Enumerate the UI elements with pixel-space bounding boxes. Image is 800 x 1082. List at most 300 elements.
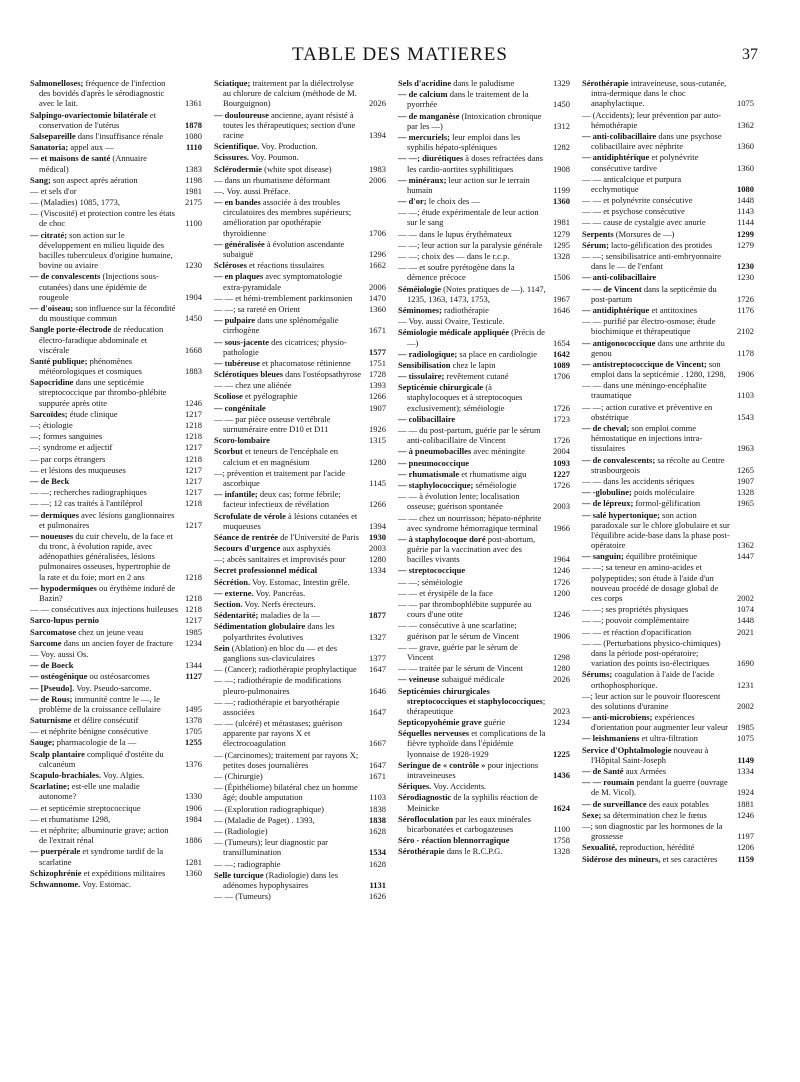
entry-heading: — infantile; bbox=[214, 489, 258, 500]
entry-page-number: 1376 bbox=[185, 758, 202, 769]
entry-text bbox=[214, 771, 362, 781]
entry-description: — et néphrite; albuminurie grave; action de l'extrait rénal bbox=[30, 824, 169, 846]
entry-text bbox=[214, 621, 362, 642]
entry-description: à évolution ascendante subaiguë bbox=[223, 238, 345, 259]
entry-description: reproduction, hérédité bbox=[617, 842, 695, 853]
entry-page-number: 1654 bbox=[553, 337, 570, 348]
entry-heading: Sarcome bbox=[30, 637, 62, 648]
entry-heading: — en bandes bbox=[214, 197, 261, 208]
entry-text bbox=[30, 509, 178, 530]
entry-page-number: 1103 bbox=[737, 390, 754, 401]
entry-heading: — —; diurétiques bbox=[398, 153, 464, 164]
index-entry bbox=[30, 303, 202, 323]
entry-page-number: 1328 bbox=[553, 846, 570, 857]
entry-heading: — citraté; bbox=[30, 229, 68, 240]
entry-heading: Scléroses bbox=[214, 260, 247, 271]
entry-description: deux cas; forme fébrile; facteur infectieux de révélation bbox=[223, 489, 341, 510]
entry-page-number: 1966 bbox=[553, 522, 570, 533]
entry-text bbox=[214, 576, 386, 587]
entry-page-number: 1144 bbox=[737, 217, 754, 228]
index-entry bbox=[582, 284, 754, 304]
entry-page-number: 1706 bbox=[369, 227, 386, 238]
index-entry bbox=[582, 272, 754, 282]
entry-description: chez un jeune veau bbox=[76, 626, 144, 637]
entry-heading: Septicémies chirurgicales streptococciques et staphylococciques bbox=[398, 685, 543, 706]
entry-text bbox=[30, 748, 178, 769]
entry-text bbox=[214, 260, 362, 271]
entry-text bbox=[582, 509, 730, 551]
entry-text bbox=[30, 582, 178, 603]
entry-description: ancienne, ayant résisté à toutes les thérapeutiques; section d'une racine bbox=[223, 109, 356, 140]
entry-text bbox=[582, 78, 730, 109]
entry-heading: Sérofloculation bbox=[398, 813, 454, 824]
entry-page-number: 1662 bbox=[369, 260, 386, 271]
entry-description: dans la septicémie du post-partum bbox=[591, 283, 717, 304]
entry-heading: Sexe; bbox=[582, 809, 602, 820]
entry-description: Voy. Accidents. bbox=[431, 781, 487, 792]
entry-page-number: 1904 bbox=[185, 291, 202, 302]
entry-page-number: 1394 bbox=[369, 520, 386, 531]
entry-heading: — de lépreux; bbox=[582, 498, 634, 509]
entry-page-number: 1394 bbox=[369, 129, 386, 140]
index-entry bbox=[398, 814, 570, 834]
entry-description: — par corps étrangers bbox=[30, 453, 106, 464]
index-entry bbox=[582, 821, 754, 841]
entry-text bbox=[30, 377, 178, 408]
entry-page-number: 1279 bbox=[737, 239, 754, 250]
entry-text bbox=[398, 196, 546, 207]
index-entry bbox=[398, 111, 570, 131]
entry-page-number: 1329 bbox=[553, 78, 570, 88]
index-entry bbox=[398, 458, 570, 468]
entry-text bbox=[398, 316, 570, 327]
entry-text bbox=[214, 869, 362, 890]
entry-text bbox=[214, 543, 362, 554]
index-entry bbox=[582, 510, 754, 551]
entry-description: — — du post-partum, guérie par le sérum anti-colibacillaire de Vincent bbox=[398, 425, 541, 446]
entry-page-number: 1218 bbox=[185, 431, 202, 442]
entry-page-number: 2026 bbox=[369, 98, 386, 109]
index-entry bbox=[398, 491, 570, 511]
entry-heading: Scalp plantaire bbox=[30, 748, 85, 759]
index-entry bbox=[30, 431, 202, 441]
entry-description: — —; leur action sur la paralysie générale bbox=[398, 239, 543, 250]
entry-text bbox=[214, 803, 362, 814]
entry-text bbox=[30, 208, 178, 229]
index-entry bbox=[582, 627, 754, 637]
entry-page-number: 1628 bbox=[369, 858, 386, 869]
entry-heading: — d'or; bbox=[398, 196, 427, 207]
index-entry bbox=[214, 358, 386, 368]
entry-text bbox=[214, 531, 362, 542]
entry-page-number: 1143 bbox=[737, 206, 754, 217]
index-entry bbox=[582, 152, 754, 172]
entry-page-number: 1723 bbox=[553, 413, 570, 424]
entry-description: — — et érysipèle de la face bbox=[398, 587, 493, 598]
entry-text bbox=[214, 718, 362, 749]
entry-description: —; son diagnostic par les hormones de la grossesse bbox=[582, 820, 723, 842]
entry-page-number: 1206 bbox=[737, 842, 754, 853]
entry-description: traitement par la diélectrolyse au chlorure de calcium (méthode de M. Bourguignon) bbox=[223, 78, 357, 109]
entry-heading: — dermiques bbox=[30, 509, 79, 520]
entry-description: fréquence de l'infection des bovidés d'après le sérodiagnostic avec le lait. bbox=[39, 78, 166, 109]
entry-description: — (Maladies) 1085, 1773, bbox=[30, 197, 120, 208]
index-entry bbox=[582, 604, 754, 614]
entry-description: Voy. Estomac. bbox=[80, 878, 131, 889]
entry-text bbox=[582, 766, 730, 776]
entry-heading: — puerpérale bbox=[30, 846, 81, 857]
entry-description: — et lésions des muqueuses bbox=[30, 464, 126, 475]
entry-page-number: 1217 bbox=[185, 615, 202, 626]
entry-page-number: 1176 bbox=[737, 304, 754, 315]
entry-text bbox=[214, 510, 362, 531]
entry-description: et polynévrite consécutive tardive bbox=[591, 152, 699, 173]
index-entry bbox=[582, 380, 754, 400]
entry-description: pour injections intraveineuses bbox=[407, 759, 539, 780]
entry-page-number: 1577 bbox=[369, 346, 386, 357]
entry-heading: — à pneumobacilles bbox=[398, 446, 472, 457]
entry-description: — (Tumeurs); leur diagnostic par transillumination bbox=[214, 837, 328, 858]
entry-heading: Salmonelloses; bbox=[30, 78, 84, 88]
entry-text bbox=[30, 453, 178, 464]
entry-heading: Scientifique. bbox=[214, 141, 260, 152]
index-entry bbox=[30, 131, 202, 141]
entry-description: sa place en cardiologie bbox=[457, 348, 538, 359]
entry-text bbox=[398, 587, 546, 598]
index-entry bbox=[30, 814, 202, 824]
entry-page-number: 1312 bbox=[553, 120, 570, 131]
entry-text bbox=[582, 551, 730, 562]
entry-page-number: 1470 bbox=[369, 292, 386, 303]
entry-text bbox=[582, 615, 730, 626]
entry-heading: Secours d'urgence bbox=[214, 543, 281, 554]
entry-text bbox=[30, 475, 178, 486]
entry-text bbox=[214, 642, 362, 663]
entry-heading: Scissures. bbox=[214, 152, 250, 163]
entry-heading: — de Beck bbox=[30, 475, 70, 486]
index-entry bbox=[398, 513, 570, 533]
index-entry bbox=[398, 728, 570, 759]
entry-description: — — et hémi-tremblement parkinsonien bbox=[214, 292, 353, 303]
entry-heading: — généralisée bbox=[214, 238, 265, 249]
entry-page-number: 1907 bbox=[737, 475, 754, 486]
entry-description: dans le paludisme bbox=[451, 78, 515, 88]
index-entry bbox=[398, 588, 570, 598]
entry-text bbox=[582, 809, 730, 820]
entry-description: — — (ulcéré) et métastases; guérison apparente par rayons X et électrocoagulation bbox=[214, 718, 343, 749]
index-entry bbox=[30, 803, 202, 813]
entry-description: lacto-gélification des protides bbox=[608, 239, 713, 250]
entry-text bbox=[398, 674, 546, 685]
entry-description: —; syndrome et adjectif bbox=[30, 442, 113, 453]
entry-page-number: 1965 bbox=[737, 498, 754, 509]
entry-page-number: 1328 bbox=[553, 251, 570, 261]
index-entry bbox=[582, 562, 754, 603]
index-entry bbox=[398, 360, 570, 370]
index-entry bbox=[582, 316, 754, 336]
entry-heading: Septicémie chirurgicale bbox=[398, 382, 484, 393]
entry-heading: — veineuse bbox=[398, 674, 440, 685]
entry-heading: Sarco-lupus pernio bbox=[30, 615, 100, 626]
entry-page-number: 1726 bbox=[553, 402, 570, 413]
entry-text bbox=[30, 530, 178, 582]
entry-page-number: 1436 bbox=[553, 770, 570, 780]
entry-text bbox=[214, 858, 362, 869]
entry-description: — — anticalcique et purpura ecchymotique bbox=[582, 173, 682, 194]
entry-text bbox=[398, 131, 546, 153]
index-entry bbox=[214, 489, 386, 509]
entry-page-number: 1360 bbox=[553, 196, 570, 207]
index-entry bbox=[398, 196, 570, 206]
entry-text bbox=[398, 728, 546, 759]
entry-text bbox=[398, 262, 546, 283]
entry-text bbox=[398, 110, 546, 131]
entry-heading: Scoro-lombaire bbox=[214, 435, 270, 446]
entry-heading: Sériques. bbox=[398, 781, 432, 792]
entry-page-number: 2002 bbox=[737, 593, 754, 603]
index-entry bbox=[398, 717, 570, 727]
index-entry bbox=[214, 675, 386, 695]
index-entry bbox=[214, 804, 386, 814]
index-entry bbox=[214, 197, 386, 238]
entry-description: — — par pièce osseuse vertébrale surnuméraire entre D10 et D11 bbox=[214, 413, 331, 434]
entry-text bbox=[30, 109, 178, 130]
entry-page-number: 1218 bbox=[185, 498, 202, 509]
entry-description: séméiologie bbox=[473, 479, 517, 490]
entry-heading: — noueuses bbox=[30, 530, 74, 541]
entry-description: leur emploi dans les syphilis hépato-spléniques bbox=[407, 131, 521, 153]
entry-heading: — sous-jacente bbox=[214, 336, 270, 347]
index-entry bbox=[214, 391, 386, 401]
entry-text bbox=[30, 878, 202, 889]
entry-description: sa récolte au Centre strasbourgeois bbox=[591, 454, 725, 475]
index-column-2 bbox=[214, 78, 386, 1068]
entry-page-number: 1327 bbox=[369, 631, 386, 642]
entry-heading: Sédentarité; bbox=[214, 610, 259, 621]
entry-page-number: 1231 bbox=[737, 679, 754, 690]
entry-description: — et néphrite bénigne consécutive bbox=[30, 726, 149, 737]
entry-description: dans l'insuffisance rénale bbox=[75, 130, 164, 141]
entry-text bbox=[582, 487, 730, 498]
index-entry bbox=[582, 615, 754, 625]
entry-text bbox=[582, 401, 730, 422]
entry-description: son emploi comme hémostatique en injections intra-tissulaires bbox=[591, 423, 703, 454]
entry-text bbox=[582, 304, 730, 315]
entry-heading: — de Santé bbox=[582, 766, 624, 776]
entry-page-number: 1668 bbox=[185, 344, 202, 355]
entry-heading: — colibacillaire bbox=[398, 413, 456, 424]
index-entry bbox=[398, 425, 570, 445]
entry-description: pendant la guerre (ouvrage de M. Vicol). bbox=[591, 777, 728, 798]
entry-description: Voy. Poumon. bbox=[249, 152, 299, 163]
entry-page-number: 2175 bbox=[185, 197, 202, 208]
entry-text bbox=[30, 682, 202, 693]
entry-description: (Précis de —) bbox=[407, 327, 545, 348]
index-entry bbox=[30, 868, 202, 878]
entry-heading: — [Pseudo]. bbox=[30, 682, 75, 693]
entry-description: — (Épithéliome) bilatéral chez un homme âgé; double amputation bbox=[214, 782, 358, 803]
index-entry bbox=[398, 371, 570, 381]
index-entry bbox=[582, 455, 754, 475]
index-entry bbox=[582, 498, 754, 508]
entry-heading: Sérums; bbox=[582, 669, 613, 680]
entry-text bbox=[582, 195, 730, 206]
entry-heading: Sédimentation globulaire bbox=[214, 621, 306, 632]
entry-text bbox=[398, 89, 546, 110]
entry-page-number: 1377 bbox=[369, 652, 386, 663]
entry-page-number: 1265 bbox=[737, 464, 754, 475]
index-entry bbox=[582, 733, 754, 743]
entry-page-number: 1103 bbox=[369, 792, 386, 803]
entry-page-number: 1883 bbox=[185, 366, 202, 377]
entry-description: — —; sa rareté en Orient bbox=[214, 303, 301, 314]
index-entry bbox=[30, 660, 202, 670]
index-entry bbox=[582, 777, 754, 797]
entry-description: — — à évolution lente; localisation osseuse; guérison spontanée bbox=[398, 491, 520, 512]
entry-page-number: 1246 bbox=[553, 609, 570, 620]
entry-text bbox=[214, 152, 386, 163]
entry-text bbox=[582, 690, 730, 711]
entry-description: — —; étude expérimentale de leur action sur le sang bbox=[398, 207, 539, 228]
entry-description: et ses caractères bbox=[660, 853, 718, 864]
entry-text bbox=[30, 302, 178, 324]
entry-description: — Voy. aussi Ovaire, Testicule. bbox=[398, 316, 505, 327]
entry-description: Voy. Production. bbox=[259, 141, 318, 152]
entry-description: poids moléculaire bbox=[631, 487, 695, 498]
entry-text bbox=[582, 423, 730, 454]
entry-description: avec méningite bbox=[471, 446, 526, 457]
index-entry bbox=[398, 284, 570, 304]
entry-text bbox=[398, 348, 546, 359]
entry-text bbox=[582, 152, 730, 173]
entry-heading: — douloureuse bbox=[214, 109, 269, 120]
entry-page-number: 1217 bbox=[185, 464, 202, 475]
entry-description: — — et soufre pyrétogène dans la démence précoce bbox=[398, 262, 515, 283]
entry-heading: — — de Vincent bbox=[582, 283, 642, 294]
entry-description: à lésions cutanées et muqueuses bbox=[223, 510, 358, 531]
entry-description: (Radiologie) dans les adénomes hypophysaires bbox=[223, 869, 339, 890]
entry-text bbox=[398, 641, 546, 662]
entry-heading: Séance de rentrée bbox=[214, 531, 279, 542]
entry-text bbox=[214, 303, 362, 314]
entry-page-number: 1100 bbox=[185, 218, 202, 229]
entry-heading: — à staphylocoque doré bbox=[398, 533, 486, 544]
entry-description: ; thérapeutique bbox=[407, 695, 546, 716]
entry-text bbox=[582, 358, 730, 380]
entry-page-number: 1230 bbox=[737, 261, 754, 272]
index-entry bbox=[398, 446, 570, 456]
index-entry bbox=[30, 627, 202, 637]
entry-page-number: 1281 bbox=[185, 856, 202, 867]
entry-page-number: 1127 bbox=[185, 671, 202, 682]
entry-description: à doses refractées dans les cardio-aortites syphilitiques bbox=[407, 153, 543, 174]
index-entry bbox=[30, 649, 202, 659]
index-entry bbox=[214, 554, 386, 564]
index-entry bbox=[398, 469, 570, 479]
entry-heading: — ostéogénique bbox=[30, 671, 88, 682]
index-entry bbox=[214, 565, 386, 575]
index-entry bbox=[214, 859, 386, 869]
index-entry bbox=[214, 271, 386, 291]
entry-page-number: 1984 bbox=[185, 813, 202, 824]
entry-text bbox=[398, 228, 546, 239]
entry-page-number: 2006 bbox=[369, 281, 386, 292]
entry-description: — — et réaction d'opacification bbox=[582, 626, 692, 637]
entry-page-number: 1751 bbox=[369, 357, 386, 368]
entry-description: — —; sensibilisatrice anti-embryonnaire dans le — de l'enfant bbox=[582, 251, 722, 272]
index-entry bbox=[582, 745, 754, 765]
entry-page-number: 2023 bbox=[553, 705, 570, 716]
index-entry bbox=[30, 879, 202, 889]
entry-page-number: 1671 bbox=[369, 325, 386, 336]
entry-description: maladies de la — bbox=[258, 610, 320, 621]
entry-text bbox=[214, 413, 362, 434]
entry-page-number: 1362 bbox=[737, 540, 754, 551]
entry-text bbox=[398, 576, 546, 587]
entry-description: avec lésions ganglionnaires et pulmonaires bbox=[39, 509, 175, 530]
index-entry bbox=[398, 175, 570, 195]
entry-description: — —; séméiologie bbox=[398, 576, 463, 587]
entry-heading: Sensibilisation bbox=[398, 359, 451, 370]
entry-description: dans une arthrite du genou bbox=[591, 337, 725, 358]
entry-heading: — anti-colibacillaire bbox=[582, 272, 657, 283]
entry-text bbox=[398, 359, 546, 370]
entry-heading: Sérum; bbox=[582, 239, 609, 250]
entry-page-number: 1378 bbox=[185, 715, 202, 726]
entry-page-number: 1726 bbox=[553, 435, 570, 446]
entry-page-number: 1218 bbox=[185, 420, 202, 430]
index-entry bbox=[30, 409, 202, 419]
index-entry bbox=[582, 487, 754, 497]
entry-heading: — de convalescents; bbox=[582, 454, 656, 465]
entry-text bbox=[30, 408, 178, 419]
entry-description: — — consécutive à une scarlatine; guérison par le sérum de Vincent bbox=[398, 620, 519, 641]
entry-text bbox=[214, 163, 362, 174]
entry-description: dans une septicémie streptococcique par thrombo-phlébite suppurée après otite bbox=[39, 377, 167, 408]
entry-description: dans les polyarthrites évolutives bbox=[223, 621, 335, 642]
index-entry bbox=[214, 826, 386, 836]
entry-heading: — sanguin; bbox=[582, 551, 624, 562]
entry-text bbox=[398, 512, 546, 533]
entry-description: — —; pouvoir complémentaire bbox=[582, 615, 689, 626]
entry-description: son action sur le développement en milieu liquide des bacilles tuberculeux d'origine humaine, bovine ou aviaire bbox=[39, 229, 173, 271]
index-entry bbox=[30, 770, 202, 780]
page-title: TABLE DES MATIERES bbox=[292, 44, 508, 65]
index-entry bbox=[214, 837, 386, 857]
entry-page-number: 1758 bbox=[553, 835, 570, 846]
entry-text bbox=[30, 78, 178, 109]
entry-text bbox=[214, 78, 362, 109]
entry-description: coagulation à l'aide de l'acide orthophosphorique. bbox=[591, 669, 715, 690]
index-entry bbox=[582, 217, 754, 227]
entry-page-number: 1534 bbox=[369, 847, 386, 858]
entry-text bbox=[30, 781, 178, 802]
entry-heading: Salsepareille bbox=[30, 130, 76, 141]
entry-description: —; étiologie bbox=[30, 420, 73, 430]
entry-description: associée à des troubles circulatoires des membres supérieurs; amélioration par opothérapie thyroïdienne bbox=[223, 197, 352, 238]
entry-page-number: 1296 bbox=[369, 249, 386, 259]
entry-description: aux Armées bbox=[623, 766, 667, 776]
entry-page-number: 1906 bbox=[737, 369, 754, 380]
entry-description: — (Cancer); radiothérapie prophylactique bbox=[214, 664, 357, 675]
entry-heading: Sémiologie médicale appliquée bbox=[398, 327, 509, 338]
entry-text bbox=[582, 251, 730, 272]
entry-page-number: 1924 bbox=[737, 787, 754, 798]
entry-description: des cicatrices; physio-pathologie bbox=[223, 336, 347, 357]
index-entry bbox=[214, 260, 386, 270]
index-entry bbox=[214, 870, 386, 890]
entry-heading: Sexualité, bbox=[582, 842, 618, 853]
